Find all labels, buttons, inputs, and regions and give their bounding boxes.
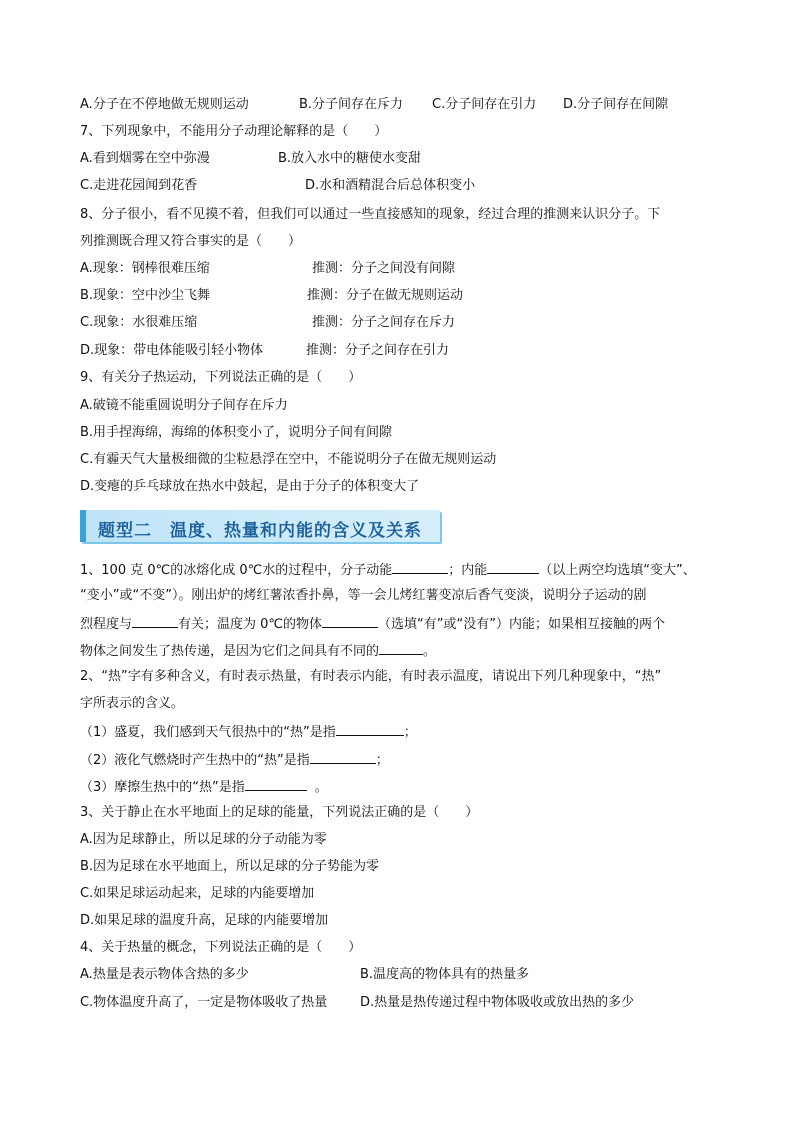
- section-banner: [80, 510, 440, 542]
- q8-option-b-phenomenon: B.现象：空中沙尘飞舞: [80, 288, 211, 303]
- q7-option-b: B.放入水中的糖使水变甜: [278, 151, 422, 166]
- s2q4-option-d: D.热量是热传递过程中物体吸收或放出热的多少: [360, 995, 635, 1010]
- s2q2-part-2: [80, 750, 389, 770]
- s2q3-option-c: C.如果足球运动起来，足球的内能要增加: [80, 886, 315, 901]
- q9-option-b: B.用手捏海绵，海绵的体积变小了，说明分子间有间隙: [80, 425, 393, 440]
- s2q1-text-4a: 物体之间发生了热传递，是因为它们之间具有不同的: [80, 644, 380, 659]
- q9-option-d: D.变瘪的乒乓球放在热水中鼓起，是由于分子的体积变大了: [80, 479, 420, 494]
- q8-option-b-inference: 推测：分子在做无规则运动: [307, 288, 464, 303]
- s2q2-part-2-end: ；: [375, 753, 389, 768]
- answer-blank[interactable]: [245, 777, 307, 791]
- q7-option-c: C.走进花园闻到花香: [80, 178, 198, 193]
- s2q1-text-3b: 有关；温度为 0℃的物体: [178, 617, 323, 632]
- q8-option-a-phenomenon: A.现象：钢棒很难压缩: [80, 261, 210, 276]
- s2q1-text-1a: 1、100 克 0℃的冰熔化成 0℃水的过程中，分子动能: [80, 563, 393, 578]
- answer-blank[interactable]: [310, 750, 376, 764]
- answer-blank[interactable]: [132, 614, 178, 628]
- s2q4-stem: 4、关于热量的概念，下列说法正确的是（ ）: [80, 940, 362, 955]
- answer-blank[interactable]: [392, 560, 448, 574]
- s2q4-option-c: C.物体温度升高了，一定是物体吸收了热量: [80, 995, 328, 1010]
- answer-blank[interactable]: [336, 722, 404, 736]
- s2q2-part-2-text: （2）液化气燃烧时产生热中的“热”是指: [80, 753, 310, 768]
- s2q1-text-1b: ；内能: [448, 563, 488, 578]
- s2q1-text-1c: （以上两空均选填“变大”、: [539, 563, 696, 578]
- s2q2-part-1-end: ；: [403, 725, 417, 740]
- s2q1-line-1: [80, 560, 696, 580]
- s2q4-option-b: B.温度高的物体具有的热量多: [360, 967, 530, 982]
- q8-option-c-inference: 推测：分子之间存在斥力: [312, 315, 456, 330]
- q6-option-a: A.分子在不停地做无规则运动: [80, 97, 249, 112]
- s2q3-stem: 3、关于静止在水平地面上的足球的能量，下列说法正确的是（ ）: [80, 805, 479, 820]
- q8-option-d-inference: 推测：分子之间存在引力: [306, 343, 450, 358]
- s2q3-option-a: A.因为足球静止，所以足球的分子动能为零: [80, 832, 327, 847]
- q8-option-d-phenomenon: D.现象：带电体能吸引轻小物体: [80, 343, 264, 358]
- q9-stem: 9、有关分子热运动，下列说法正确的是（ ）: [80, 370, 362, 385]
- q9-option-a: A.破镜不能重圆说明分子间存在斥力: [80, 398, 288, 413]
- q6-option-b: B.分子间存在斥力: [299, 97, 404, 112]
- q6-option-c: C.分子间存在引力: [432, 97, 537, 112]
- q7-option-a: A.看到烟雾在空中弥漫: [80, 151, 210, 166]
- q8-stem-line-2: 列推测既合理又符合事实的是（ ）: [80, 234, 302, 249]
- s2q1-line-4: [80, 641, 436, 661]
- q8-option-c-phenomenon: C.现象：水很难压缩: [80, 315, 198, 330]
- s2q1-text-3a: 烈程度与: [80, 617, 133, 632]
- answer-blank[interactable]: [379, 641, 423, 655]
- s2q4-option-a: A.热量是表示物体含热的多少: [80, 967, 249, 982]
- q8-stem-line-1: 8、分子很小，看不见摸不着，但我们可以通过一些直接感知的现象，经过合理的推测来认识分子。下: [80, 207, 661, 222]
- s2q2-line-1: 2、“热”字有多种含义，有时表示热量，有时表示内能，有时表示温度，请说出下列几种现象中，“热”: [80, 669, 662, 684]
- banner-accent-bar: [80, 510, 86, 542]
- s2q2-part-3-end: 。: [314, 780, 328, 795]
- s2q2-part-1: [80, 722, 417, 742]
- s2q1-text-4b: 。: [423, 644, 437, 659]
- s2q2-part-1-text: （1）盛夏，我们感到天气很热中的“热”是指: [80, 725, 336, 740]
- s2q2-line-2: 字所表示的含义。: [80, 696, 185, 711]
- s2q2-part-3-text: （3）摩擦生热中的“热”是指: [80, 780, 245, 795]
- answer-blank[interactable]: [487, 560, 539, 574]
- s2q2-part-3: [80, 777, 328, 797]
- q6-option-d: D.分子间存在间隙: [563, 97, 669, 112]
- answer-blank[interactable]: [322, 614, 378, 628]
- q7-stem: 7、下列现象中，不能用分子动理论解释的是（ ）: [80, 124, 388, 139]
- s2q3-option-b: B.因为足球在水平地面上，所以足球的分子势能为零: [80, 859, 380, 874]
- q7-option-d: D.水和酒精混合后总体积变小: [305, 178, 476, 193]
- s2q1-line-2: “变小”或“不变”）。刚出炉的烤红薯浓香扑鼻，等一会儿烤红薯变凉后香气变淡，说明分子运动的剧: [80, 588, 647, 603]
- s2q1-line-3: [80, 614, 665, 634]
- q9-option-c: C.有霾天气大量极细微的尘粒悬浮在空中，不能说明分子在做无规则运动: [80, 452, 497, 467]
- s2q1-text-3c: （选填“有”或“没有”）内能；如果相互接触的两个: [378, 617, 665, 632]
- s2q3-option-d: D.如果足球的温度升高，足球的内能要增加: [80, 913, 329, 928]
- section-title: 题型二 温度、热量和内能的含义及关系: [98, 521, 422, 541]
- q8-option-a-inference: 推测：分子之间没有间隙: [312, 261, 456, 276]
